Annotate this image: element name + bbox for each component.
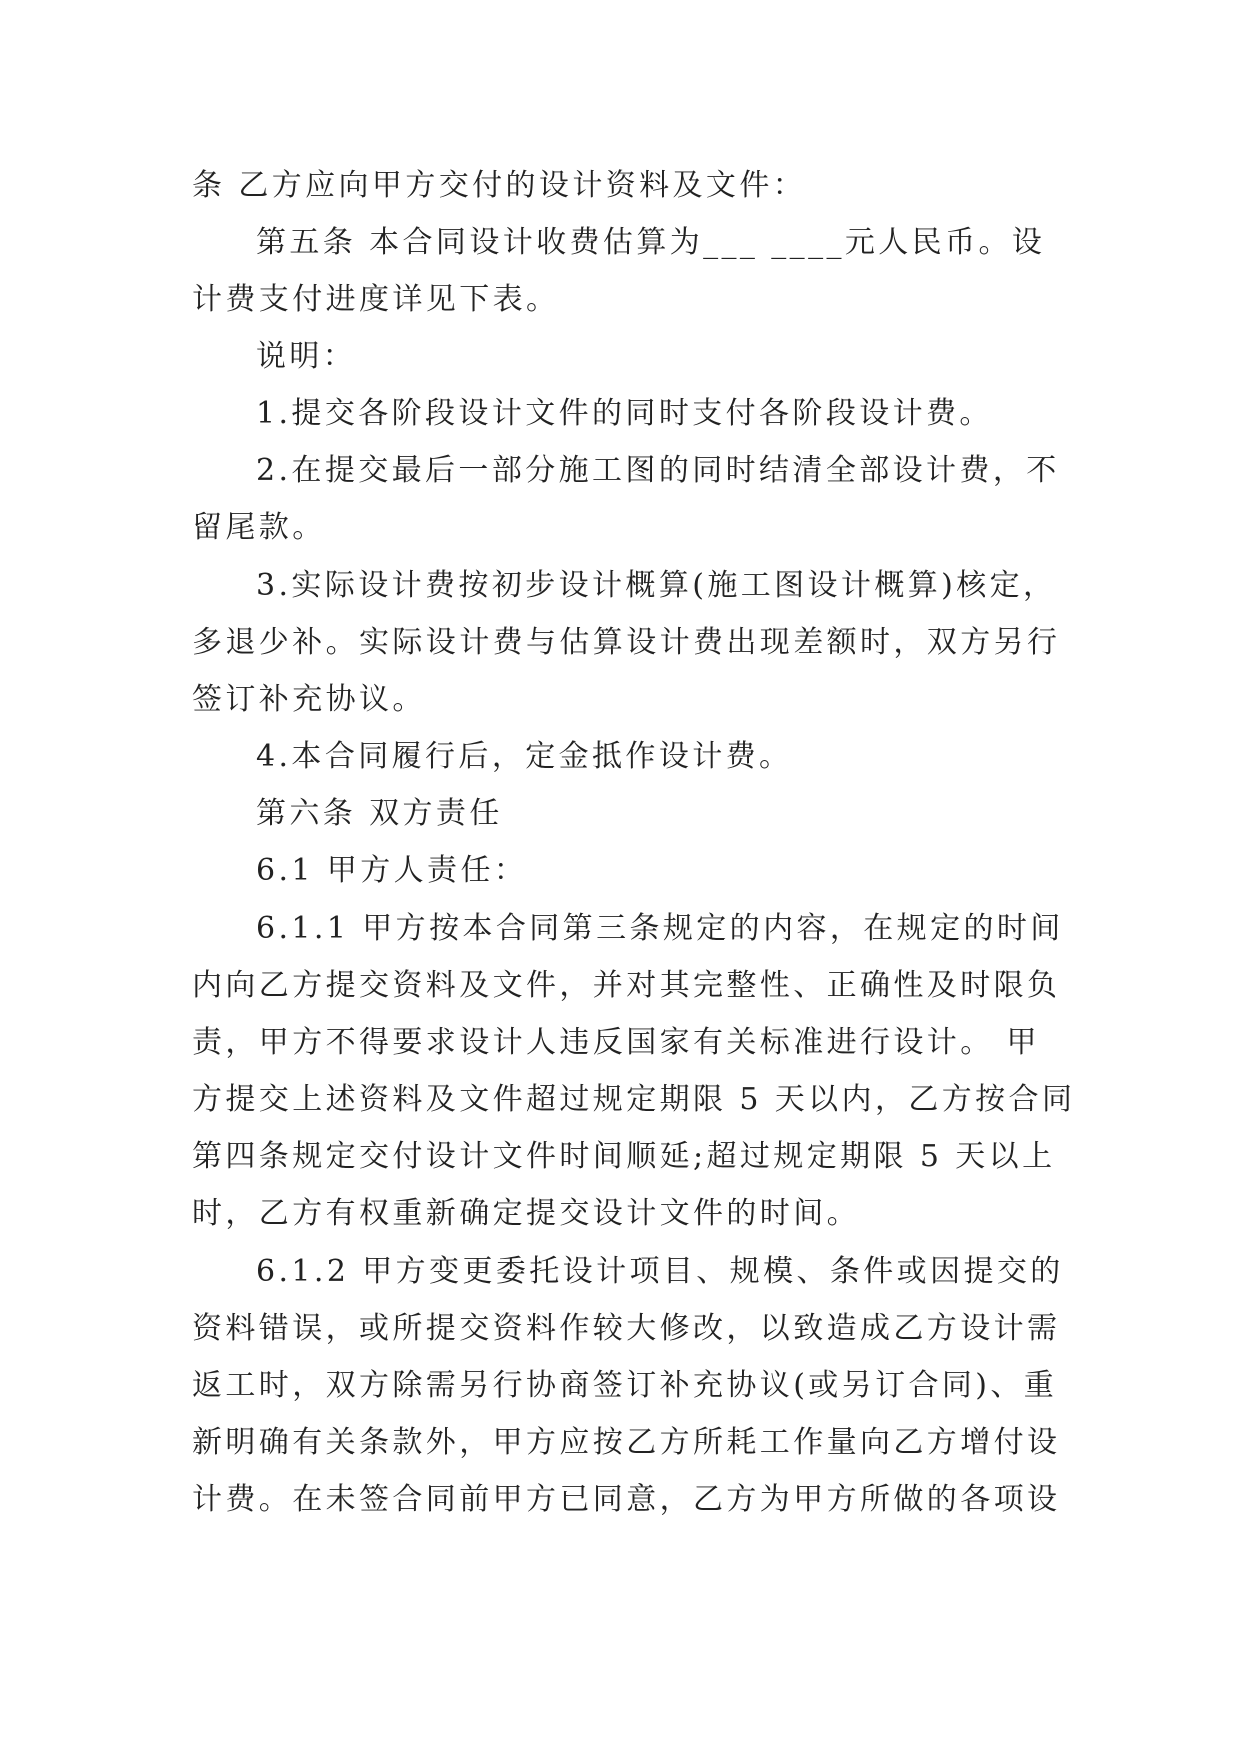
text-line: 3.实际设计费按初步设计概算(施工图设计概算)核定， — [256, 568, 1057, 603]
text-line: 计费。在未签合同前甲方已同意，乙方为甲方所做的各项设 — [192, 1482, 1061, 1517]
text-line: 1.提交各阶段设计文件的同时支付各阶段设计费。 — [256, 396, 993, 431]
text-line: 内向乙方提交资料及文件，并对其完整性、正确性及时限负 — [192, 968, 1061, 1003]
text-line: 说明： — [256, 339, 357, 374]
text-line: 计费支付进度详见下表。 — [192, 282, 560, 317]
text-line: 返工时，双方除需另行协商签订补充协议(或另订合同)、重 — [192, 1368, 1058, 1403]
text-line: 责，甲方不得要求设计人违反国家有关标准进行设计。 甲 — [192, 1025, 1040, 1060]
text-line: 条 乙方应向甲方交付的设计资料及文件： — [192, 168, 807, 203]
text-line: 6.1.2 甲方变更委托设计项目、规模、条件或因提交的 — [256, 1254, 1064, 1289]
text-line: 第五条 本合同设计收费估算为___ ____元人民币。设 — [256, 225, 1046, 260]
text-line: 资料错误，或所提交资料作较大修改，以致造成乙方设计需 — [192, 1311, 1061, 1346]
text-line: 6.1.1 甲方按本合同第三条规定的内容，在规定的时间 — [256, 911, 1064, 946]
text-line: 新明确有关条款外，甲方应按乙方所耗工作量向乙方增付设 — [192, 1425, 1061, 1460]
text-line: 2.在提交最后一部分施工图的同时结清全部设计费，不 — [256, 453, 1060, 488]
text-line: 留尾款。 — [192, 510, 326, 545]
text-line: 第四条规定交付设计文件时间顺延;超过规定期限 5 天以上 — [192, 1139, 1056, 1174]
text-line: 多退少补。实际设计费与估算设计费出现差额时，双方另行 — [192, 625, 1061, 660]
text-line: 时，乙方有权重新确定提交设计文件的时间。 — [192, 1196, 860, 1231]
text-line: 4.本合同履行后，定金抵作设计费。 — [256, 739, 793, 774]
text-line: 第六条 双方责任 — [256, 796, 503, 831]
text-line: 签订补充协议。 — [192, 682, 426, 717]
text-line: 方提交上述资料及文件超过规定期限 5 天以内，乙方按合同 — [192, 1082, 1076, 1117]
text-line: 6.1 甲方人责任： — [256, 853, 528, 888]
